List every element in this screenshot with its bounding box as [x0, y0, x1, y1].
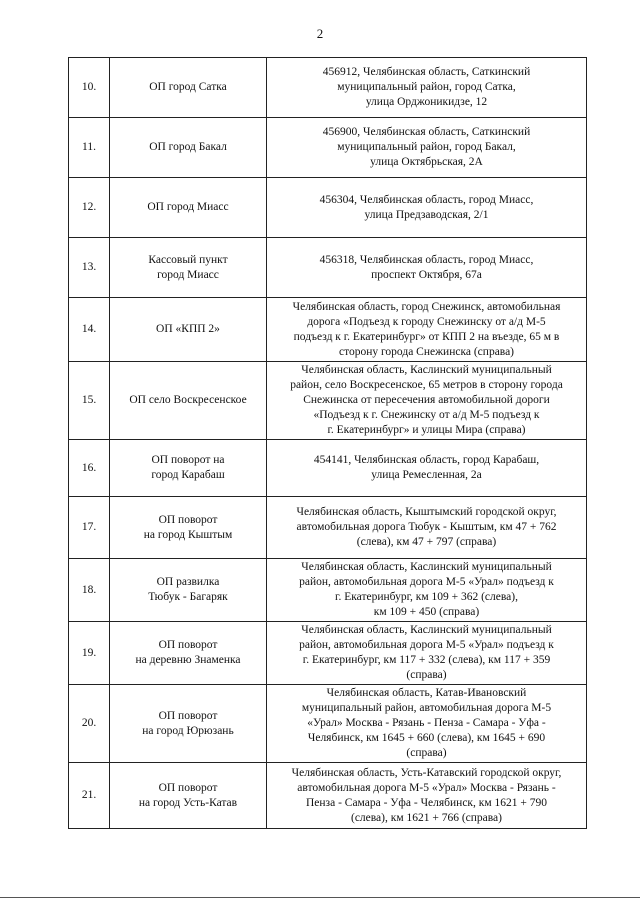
office-address: 456900, Челябинская область, Саткинский муниципальный район, город Бакал, улица Октябрьская, 2А [267, 118, 587, 178]
row-number: 15. [69, 362, 110, 440]
branch-address-table [68, 57, 587, 829]
table-row [69, 238, 587, 298]
page-bottom-rule [0, 897, 640, 898]
table-row [69, 118, 587, 178]
row-number: 13. [69, 238, 110, 298]
office-name: ОП развилка Тюбук - Багаряк [110, 559, 267, 622]
office-name: ОП поворот на город Карабаш [110, 440, 267, 497]
office-address: Челябинская область, Каслинский муниципальный район, село Воскресенское, 65 метров в сторону города Снежинска от пересечения автомобильной дороги «Подъезд к г. Снежинску от а/д М-5 подъезд к г. Екатеринбург» и улицы Мира (справа) [267, 362, 587, 440]
table-row [69, 497, 587, 559]
row-number: 16. [69, 440, 110, 497]
table-row [69, 362, 587, 440]
office-address: Челябинская область, Каслинский муниципальный район, автомобильная дорога М-5 «Урал» подъезд к г. Екатеринбург, км 117 + 332 (слева), км 117 + 359 (справа) [267, 622, 587, 685]
row-number: 17. [69, 497, 110, 559]
row-number: 12. [69, 178, 110, 238]
office-name: Кассовый пункт город Миасс [110, 238, 267, 298]
row-number: 19. [69, 622, 110, 685]
office-name: ОП город Миасс [110, 178, 267, 238]
office-address: 456304, Челябинская область, город Миасс, улица Предзаводская, 2/1 [267, 178, 587, 238]
office-name: ОП поворот на город Юрюзань [110, 685, 267, 763]
office-name: ОП поворот на город Усть-Катав [110, 763, 267, 829]
office-name: ОП город Сатка [110, 58, 267, 118]
table-row [69, 440, 587, 497]
table-row [69, 763, 587, 829]
office-address: 456318, Челябинская область, город Миасс, проспект Октября, 67а [267, 238, 587, 298]
office-name: ОП поворот на деревню Знаменка [110, 622, 267, 685]
table-row [69, 559, 587, 622]
office-address: Челябинская область, Кыштымский городской округ, автомобильная дорога Тюбук - Кыштым, км 47 + 762 (слева), км 47 + 797 (справа) [267, 497, 587, 559]
office-name: ОП село Воскресенское [110, 362, 267, 440]
office-address: 454141, Челябинская область, город Карабаш, улица Ремесленная, 2а [267, 440, 587, 497]
row-number: 10. [69, 58, 110, 118]
office-address: Челябинская область, Каслинский муниципальный район, автомобильная дорога М-5 «Урал» подъезд к г. Екатеринбург, км 109 + 362 (слева), км 109 + 450 (справа) [267, 559, 587, 622]
table-row [69, 58, 587, 118]
office-address: 456912, Челябинская область, Саткинский муниципальный район, город Сатка, улица Орджоникидзе, 12 [267, 58, 587, 118]
row-number: 20. [69, 685, 110, 763]
office-name: ОП «КПП 2» [110, 298, 267, 362]
office-address: Челябинская область, Усть-Катавский городской округ, автомобильная дорога М-5 «Урал» Москва - Рязань - Пенза - Самара - Уфа - Челябинск, км 1621 + 790 (слева), км 1621 + 766 (справа) [267, 763, 587, 829]
row-number: 11. [69, 118, 110, 178]
office-name: ОП город Бакал [110, 118, 267, 178]
row-number: 18. [69, 559, 110, 622]
row-number: 21. [69, 763, 110, 829]
table-row [69, 298, 587, 362]
page-number: 2 [316, 26, 324, 41]
office-address: Челябинская область, город Снежинск, автомобильная дорога «Подъезд к городу Снежинску от а/д М-5 подъезд к г. Екатеринбург» от КПП 2 на въезде, 65 м в сторону города Снежинска (справа) [267, 298, 587, 362]
office-address: Челябинская область, Катав-Ивановский муниципальный район, автомобильная дорога М-5 «Урал» Москва - Рязань - Пенза - Самара - Уфа - Челябинск, км 1645 + 660 (слева), км 1645 + 690 (справа) [267, 685, 587, 763]
table-row [69, 178, 587, 238]
table-row [69, 622, 587, 685]
row-number: 14. [69, 298, 110, 362]
table-row [69, 685, 587, 763]
office-name: ОП поворот на город Кыштым [110, 497, 267, 559]
